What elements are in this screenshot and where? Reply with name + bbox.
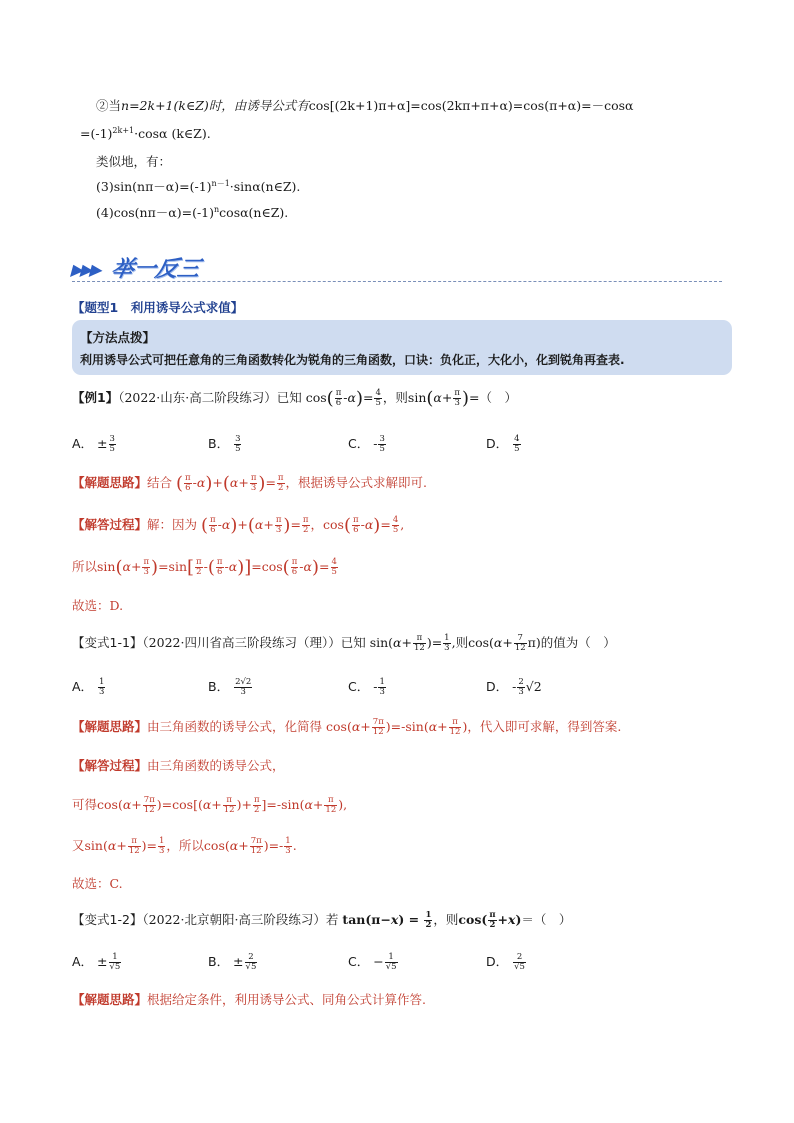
section-banner — [69, 250, 722, 284]
v12-option-a[interactable]: A． ± $\frac{1}{√5}$ — [72, 952, 121, 972]
v11-option-d[interactable]: D． - $\frac{2}{3}$ √2 — [486, 677, 542, 697]
ex1-derivation: 所以sin(α+ $\frac{\pi}{3}$ )=sin[ $\frac{\pi}{2}$ -( $\frac{\pi}{6}$ -α)]=cos( $\frac{\pi}{6}$ -α)= $\frac{4}{5}$ — [72, 557, 337, 578]
v11-option-c[interactable]: C． - $\frac{1}{3}$ — [348, 677, 385, 697]
ex1-option-b[interactable]: B． $\frac{3}{5}$ — [208, 434, 241, 454]
v11-process: 【解答过程】由三角函数的诱导公式， — [72, 758, 285, 773]
v12-option-b[interactable]: B． ± $\frac{2}{√5}$ — [208, 952, 257, 972]
formula-3: $(3)\sin(n\pi-\alpha)=(-1)^{n-1}\cdot\sin\alpha(n\in Z)$. — [96, 178, 301, 194]
formula-4: $(4)\cos(n\pi-\alpha)=(-1)^n\cos\alpha(n\in Z)$. — [96, 204, 289, 220]
v11-option-a[interactable]: A． $\frac{1}{3}$ — [72, 677, 105, 697]
method-box — [72, 320, 732, 375]
v11-also: 又sin(α+ $\frac{\pi}{12}$ )= $\frac{1}{3}$ ，所以cos(α+ $\frac{7\pi}{12}$ )=- $\frac{1}{3}$ . — [72, 836, 297, 856]
ex1-process: 【解答过程】解：因为 ( $\frac{\pi}{6}$ -α)+(α+ $\frac{\pi}{3}$ )= $\frac{\pi}{2}$ ，cos( $\frac{\pi}{6}$ -α)= $\frac{4}{5}$ , — [72, 515, 405, 536]
type1-heading: 【题型1 利用诱导公式求值】 — [72, 300, 244, 315]
case2-result: $=(-1)^{2k+1}\cdot\cos\alpha$ (k∈Z). — [80, 126, 211, 142]
ex1-idea: 【解题思路】结合 ( $\frac{\pi}{6}$ -α)+(α+ $\frac{\pi}{3}$ )= $\frac{\pi}{2}$ ，根据诱导公式求解即可. — [72, 473, 427, 494]
method-title: 【方法点拨】 — [80, 330, 156, 345]
banner-title: 举一反三 — [108, 257, 203, 282]
v11-question: 【变式1-1】（2022·四川省高三阶段练习（理））已知 sin(α+ $\frac{\pi}{12}$ )= $\frac{1}{3}$ ,则cos(α+ $\frac{7}{12}$ π)的值为（ ） — [72, 633, 616, 653]
ex1-answer: 故选：D. — [72, 598, 124, 613]
v11-idea: 【解题思路】由三角函数的诱导公式，化简得 cos(α+ $\frac{7\pi}{12}$ )=-sin(α+ $\frac{\pi}{12}$ )，代入即可求解，得到答案. — [72, 717, 622, 737]
v12-option-c[interactable]: C． − $\frac{1}{√5}$ — [348, 952, 397, 972]
v11-option-b[interactable]: B． $\frac{2√2}{3}$ — [208, 677, 252, 697]
v12-option-d[interactable]: D． $\frac{2}{√5}$ — [486, 952, 525, 972]
case2-formula: cos[(2k+1)π+α]=cos(2kπ+π+α)=cos(π+α)=－cosα — [308, 98, 634, 113]
ex1-option-a[interactable]: A． ± $\frac{3}{5}$ — [72, 434, 115, 454]
similar-text: 类似地，有： — [96, 154, 172, 169]
case2-line — [96, 96, 633, 114]
triple-arrow-icon: ▶▶▶ — [69, 260, 103, 279]
ex1-option-d[interactable]: D． $\frac{4}{5}$ — [486, 434, 520, 454]
v12-question: 【变式1-2】（2022·北京朝阳·高三阶段练习）若 tan(π−x) = $\frac{1}{2}$ ，则cos( $\frac{\pi}{2}$ +x)＝（ ） — [72, 910, 572, 930]
v11-derivation: 可得cos(α+ $\frac{7\pi}{12}$ )=cos[(α+ $\frac{\pi}{12}$ )+ $\frac{\pi}{2}$ ]=-sin(α+ $\frac{\pi}{12}$ ), — [72, 795, 348, 815]
v11-answer: 故选：C. — [72, 876, 123, 891]
ex1-option-c[interactable]: C． - $\frac{3}{5}$ — [348, 434, 385, 454]
v12-idea: 【解题思路】根据给定条件，利用诱导公式、同角公式计算作答. — [72, 992, 426, 1007]
circled-number: ②当 — [96, 98, 122, 113]
dashed-divider — [72, 281, 722, 282]
method-body: 利用诱导公式可把任意角的三角函数转化为锐角的三角函数，口诀：负化正，大化小，化到锐角再查表. — [80, 353, 625, 367]
example1-question: 【例1】（2022·山东·高二阶段练习）已知 cos( $\frac{\pi}{6}$ -α)= $\frac{4}{5}$ ，则sin(α+ $\frac{\pi}{3}$ )=（ ） — [72, 388, 517, 409]
case2-condition: n=2k+1(k∈Z)时，由诱导公式有 — [121, 98, 309, 113]
